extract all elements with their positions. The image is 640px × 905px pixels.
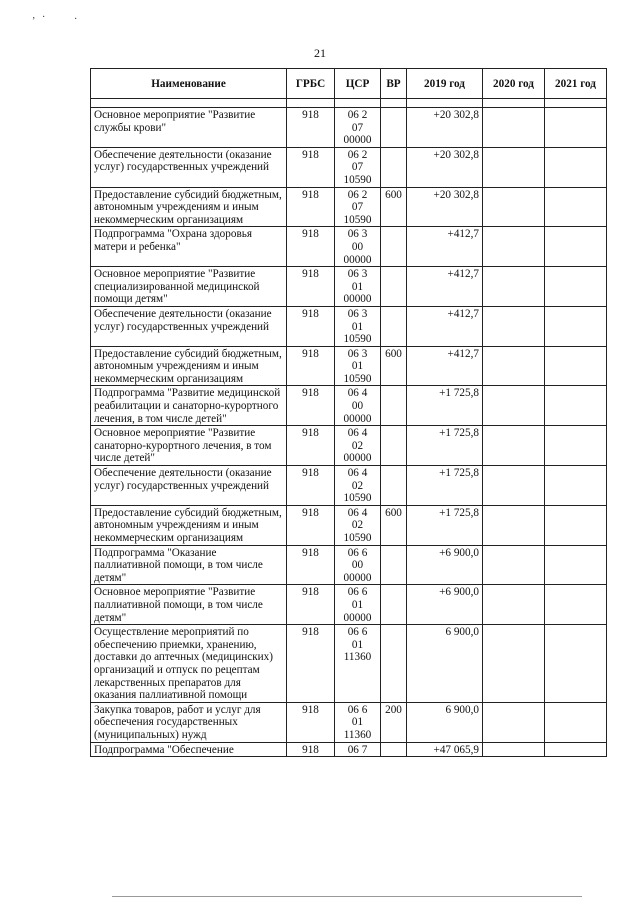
cell-grbs: 918 (287, 742, 335, 757)
cell-name: Основное мероприятие "Развитие санаторно-курортного лечения, в том числе детей" (91, 426, 287, 466)
cell-name: Закупка товаров, работ и услуг для обеспечения государственных (муниципальных) нужд (91, 702, 287, 742)
cell-2021 (545, 426, 607, 466)
cell-2021 (545, 306, 607, 346)
cell-2019: +412,7 (407, 267, 483, 307)
spacer-cell (335, 99, 381, 108)
cell-grbs: 918 (287, 306, 335, 346)
cell-2019: +20 302,8 (407, 187, 483, 227)
cell-2020 (483, 267, 545, 307)
cell-grbs: 918 (287, 585, 335, 625)
cell-name: Основное мероприятие "Развитие специализированной медицинской помощи детям" (91, 267, 287, 307)
cell-name: Обеспечение деятельности (оказание услуг) государственных учреждений (91, 466, 287, 506)
cell-2021 (545, 585, 607, 625)
table-row (91, 187, 607, 227)
cell-vr: 200 (381, 702, 407, 742)
cell-2020 (483, 426, 545, 466)
cell-2019: +1 725,8 (407, 505, 483, 545)
cell-grbs: 918 (287, 545, 335, 585)
spacer-cell (483, 99, 545, 108)
spacer-cell (545, 99, 607, 108)
cell-2019: +412,7 (407, 346, 483, 386)
cell-grbs: 918 (287, 505, 335, 545)
table-row (91, 267, 607, 307)
cell-2021 (545, 108, 607, 148)
cell-2020 (483, 147, 545, 187)
table-row (91, 545, 607, 585)
cell-vr (381, 227, 407, 267)
cell-grbs: 918 (287, 702, 335, 742)
cell-2019: +47 065,9 (407, 742, 483, 757)
cell-2020 (483, 742, 545, 757)
cell-grbs: 918 (287, 267, 335, 307)
cell-grbs: 918 (287, 147, 335, 187)
cell-2019: +6 900,0 (407, 585, 483, 625)
cell-2020 (483, 187, 545, 227)
cell-vr (381, 108, 407, 148)
table-row (91, 466, 607, 506)
cell-vr (381, 267, 407, 307)
table-row (91, 585, 607, 625)
cell-vr: 600 (381, 346, 407, 386)
speck-1: ’ (32, 16, 36, 27)
cell-2020 (483, 545, 545, 585)
cell-2019: +20 302,8 (407, 108, 483, 148)
spacer-cell (91, 99, 287, 108)
cell-2020 (483, 466, 545, 506)
spacer-cell (407, 99, 483, 108)
table-row (91, 625, 607, 703)
cell-2021 (545, 346, 607, 386)
cell-name: Осуществление мероприятий по обеспечению приемки, хранению, доставки до аптечных (медицинских) организаций и отпуск по рецептам лекарственных препаратов для оказания паллиативной помощи (91, 625, 287, 703)
header-name: Наименование (91, 69, 287, 99)
header-2020: 2020 год (483, 69, 545, 99)
header-2019: 2019 год (407, 69, 483, 99)
cell-2021 (545, 702, 607, 742)
cell-2021 (545, 227, 607, 267)
cell-2020 (483, 625, 545, 703)
cell-vr (381, 742, 407, 757)
cell-2019: 6 900,0 (407, 625, 483, 703)
header-row (91, 69, 607, 99)
cell-name: Основное мероприятие "Развитие паллиативной помощи, в том числе детям" (91, 585, 287, 625)
cell-name: Основное мероприятие "Развитие службы крови" (91, 108, 287, 148)
cell-2020 (483, 227, 545, 267)
cell-2019: +1 725,8 (407, 426, 483, 466)
cell-2021 (545, 147, 607, 187)
cell-2020 (483, 505, 545, 545)
cell-name: Обеспечение деятельности (оказание услуг) государственных учреждений (91, 306, 287, 346)
cell-2019: +412,7 (407, 306, 483, 346)
cell-2019: +412,7 (407, 227, 483, 267)
cell-grbs: 918 (287, 426, 335, 466)
cell-2021 (545, 545, 607, 585)
cell-csr: 06 2 07 10590 (335, 147, 381, 187)
table-row (91, 227, 607, 267)
header-csr: ЦСР (335, 69, 381, 99)
table-row (91, 505, 607, 545)
table-row (91, 386, 607, 426)
page-number: 21 (314, 46, 326, 60)
budget-table (90, 68, 607, 757)
cell-vr (381, 585, 407, 625)
cell-name: Подпрограмма "Обеспечение (91, 742, 287, 757)
cell-2020 (483, 306, 545, 346)
cell-csr: 06 3 01 10590 (335, 346, 381, 386)
header-grbs: ГРБС (287, 69, 335, 99)
cell-2021 (545, 267, 607, 307)
cell-grbs: 918 (287, 108, 335, 148)
table-row (91, 306, 607, 346)
cell-name: Обеспечение деятельности (оказание услуг) государственных учреждений (91, 147, 287, 187)
header-vr: ВР (381, 69, 407, 99)
cell-csr: 06 6 01 11360 (335, 625, 381, 703)
cell-csr: 06 3 00 00000 (335, 227, 381, 267)
cell-csr: 06 2 07 00000 (335, 108, 381, 148)
cell-2020 (483, 386, 545, 426)
cell-csr: 06 4 02 00000 (335, 426, 381, 466)
cell-vr (381, 466, 407, 506)
cell-vr (381, 386, 407, 426)
cell-2020 (483, 108, 545, 148)
cell-2020 (483, 585, 545, 625)
cell-csr: 06 6 00 00000 (335, 545, 381, 585)
cell-csr: 06 3 01 00000 (335, 267, 381, 307)
cell-csr: 06 3 01 10590 (335, 306, 381, 346)
cell-2021 (545, 466, 607, 506)
cell-vr: 600 (381, 505, 407, 545)
speck-3: · (74, 14, 78, 25)
cell-vr (381, 147, 407, 187)
table-row (91, 108, 607, 148)
table-row (91, 742, 607, 757)
cell-name: Подпрограмма "Охрана здоровья матери и ребенка" (91, 227, 287, 267)
cell-vr (381, 545, 407, 585)
cell-grbs: 918 (287, 346, 335, 386)
cell-2021 (545, 742, 607, 757)
table-row (91, 702, 607, 742)
cell-grbs: 918 (287, 227, 335, 267)
header-2021: 2021 год (545, 69, 607, 99)
cell-name: Подпрограмма "Оказание паллиативной помощи, в том числе детям" (91, 545, 287, 585)
cell-2021 (545, 187, 607, 227)
cell-2020 (483, 702, 545, 742)
cell-csr: 06 4 00 00000 (335, 386, 381, 426)
cell-csr: 06 4 02 10590 (335, 466, 381, 506)
cell-2021 (545, 625, 607, 703)
cell-2019: 6 900,0 (407, 702, 483, 742)
cell-csr: 06 2 07 10590 (335, 187, 381, 227)
cell-vr: 600 (381, 187, 407, 227)
cell-vr (381, 625, 407, 703)
cell-2019: +1 725,8 (407, 386, 483, 426)
cell-grbs: 918 (287, 625, 335, 703)
cell-2019: +1 725,8 (407, 466, 483, 506)
spacer-cell (381, 99, 407, 108)
cell-csr: 06 4 02 10590 (335, 505, 381, 545)
cell-name: Предоставление субсидий бюджетным, автономным учреждениям и иным некоммерческим организациям (91, 187, 287, 227)
cell-name: Предоставление субсидий бюджетным, автономным учреждениям и иным некоммерческим организациям (91, 505, 287, 545)
cell-grbs: 918 (287, 466, 335, 506)
cell-csr: 06 6 01 00000 (335, 585, 381, 625)
cell-grbs: 918 (287, 386, 335, 426)
cell-vr (381, 426, 407, 466)
cell-2020 (483, 346, 545, 386)
cell-csr: 06 6 01 11360 (335, 702, 381, 742)
cell-csr: 06 7 (335, 742, 381, 757)
speck-2: · (42, 12, 46, 23)
cell-2021 (545, 505, 607, 545)
table-row (91, 426, 607, 466)
cell-name: Предоставление субсидий бюджетным, автономным учреждениям и иным некоммерческим организациям (91, 346, 287, 386)
cell-2019: +6 900,0 (407, 545, 483, 585)
spacer-cell (287, 99, 335, 108)
cell-2019: +20 302,8 (407, 147, 483, 187)
header-spacer-row (91, 99, 607, 108)
cell-2021 (545, 386, 607, 426)
cell-vr (381, 306, 407, 346)
table-row (91, 147, 607, 187)
cell-grbs: 918 (287, 187, 335, 227)
cell-name: Подпрограмма "Развитие медицинской реабилитации и санаторно-курортного лечения, в том числе детей" (91, 386, 287, 426)
table-row (91, 346, 607, 386)
table-body (91, 108, 607, 757)
scan-bottom-edge (112, 896, 582, 897)
